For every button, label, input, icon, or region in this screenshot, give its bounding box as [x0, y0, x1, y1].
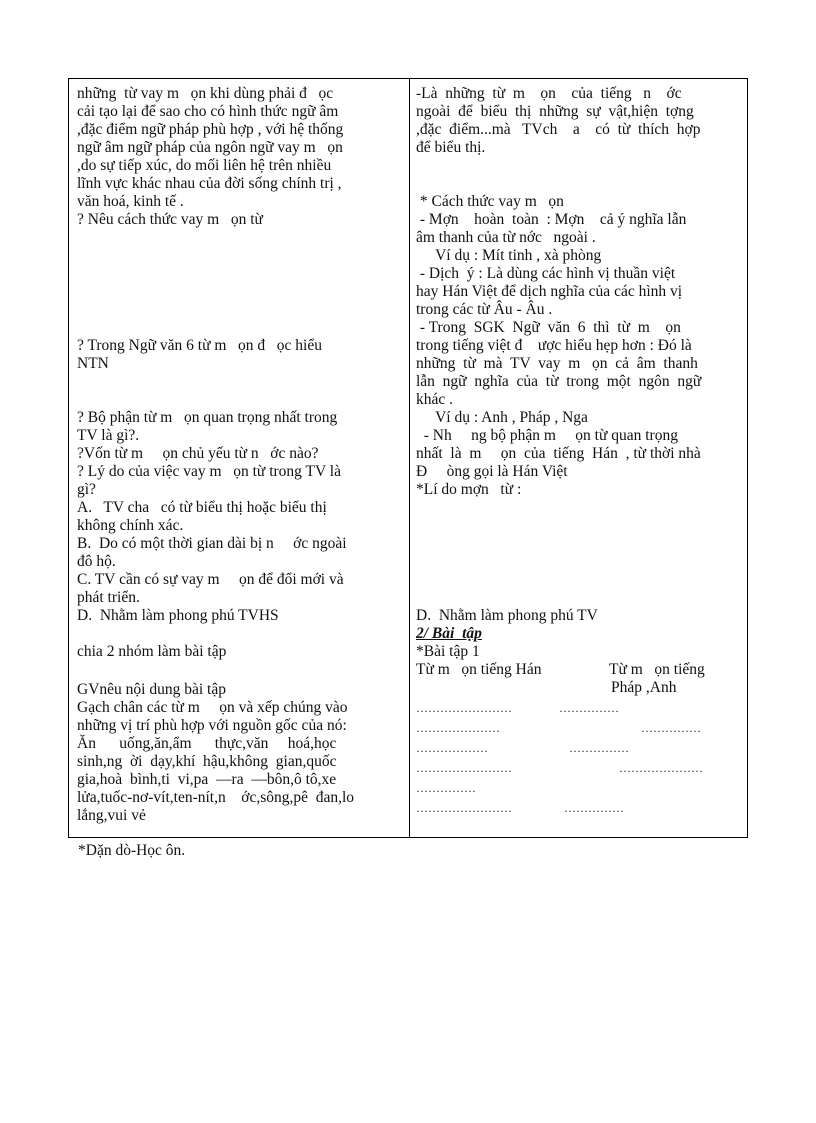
right-text-line: ngoài để biểu thị những sự vật,hiện tợng	[416, 103, 694, 120]
left-text-line: cải tạo lại để sao cho có hình thức ngữ âm	[77, 103, 339, 120]
word-list: lắng,vui vẻ	[77, 807, 146, 824]
question-borrowing-methods: ? Nêu cách thức vay m ọn từ	[77, 211, 263, 228]
answer-d: D. Nhằm làm phong phú TV	[416, 607, 598, 624]
blank-line: ……………	[416, 781, 476, 795]
right-text-line: -Là những từ m ọn của tiếng n ớc	[416, 85, 682, 102]
right-text-line: - Dịch ý : Là dùng các hình vị thuần việt	[416, 265, 676, 282]
exercise-prompt: Gạch chân các từ m ọn và xếp chúng vào	[77, 699, 348, 716]
methods-heading: * Cách thức vay m ọn	[416, 193, 564, 210]
left-text-line: lĩnh vực khác nhau của đời sống chính trị ,	[77, 175, 342, 192]
column-head-western: Từ m ọn tiếng	[609, 661, 705, 678]
blank-line: ………………	[416, 741, 488, 755]
left-text-line: những vị trí phù hợp với nguồn gốc của nó:	[77, 717, 347, 734]
right-text-line: Đ òng gọi là Hán Việt	[416, 463, 568, 480]
right-text-line: hay Hán Việt để dịch nghĩa của các hình vị	[416, 283, 683, 300]
option-d: D. Nhằm làm phong phú TVHS	[77, 607, 279, 624]
right-text-line: Ví dụ : Mít tinh , xà phòng	[416, 247, 602, 264]
word-list: Ăn uống,ăn,ẩm thực,văn hoá,học	[77, 735, 337, 752]
question-grade6-definition: ? Trong Ngữ văn 6 từ m ọn đ ọc hiểu	[77, 337, 322, 354]
exercise-label: *Bài tập 1	[416, 643, 480, 660]
blank-line: ……………………	[416, 761, 512, 775]
question-origin: ?Vốn từ m ọn chủ yếu từ n ớc nào?	[77, 445, 319, 462]
word-list: sinh,ng ời dạy,khí hậu,không gian,quốc	[77, 753, 337, 770]
column-head-western-sub: Pháp ,Anh	[611, 679, 677, 696]
right-text-line: - Nh ng bộ phận m ọn từ quan trọng	[416, 427, 678, 444]
left-text-line: ngữ âm ngữ pháp của ngôn ngữ vay m ọn	[77, 139, 343, 156]
right-text-line: nhất là m ọn của tiếng Hán , từ thời nhà	[416, 445, 701, 462]
right-text-line: - Mợn hoàn toàn : Mợn cả ý nghĩa lẫn	[416, 211, 687, 228]
question-important-part: ? Bộ phận từ m ọn quan trọng nhất trong	[77, 409, 338, 426]
right-text-line: âm thanh của từ nớc ngoài .	[416, 229, 596, 246]
blank-line: …………………	[416, 721, 500, 735]
word-list: lửa,tuốc-nơ-vít,ten-nít,n ớc,sông,pê đan,lo	[77, 789, 355, 806]
right-text-line: khác .	[416, 391, 454, 408]
right-text-line: - Trong SGK Ngữ văn 6 thì từ m ọn	[416, 319, 681, 336]
right-text-line: để biểu thị.	[416, 139, 486, 156]
blank-line: ……………	[569, 741, 629, 755]
teacher-instruction: GVnêu nội dung bài tập	[77, 681, 226, 698]
blank-line: …………………	[619, 761, 703, 775]
left-text-line: phát triển.	[77, 589, 140, 606]
option-c: C. TV cần có sự vay m ọn để đổi mới và	[77, 571, 344, 588]
right-text-line: trong tiếng việt đ ược hiểu hẹp hơn : Đó là	[416, 337, 692, 354]
left-text-line: văn hoá, kinh tế .	[77, 193, 184, 210]
column-divider	[409, 79, 410, 837]
blank-line: ……………………	[416, 801, 512, 815]
left-text-line: ,đặc điểm ngữ pháp phù hợp , với hệ thống	[77, 121, 344, 138]
right-text-line: lẫn ngữ nghĩa của từ trong một ngôn ngữ	[416, 373, 702, 390]
left-text-line: TV là gì?.	[77, 427, 140, 444]
right-text-line: ,đặc điểm...mà TVch a có từ thích hợp	[416, 121, 701, 138]
question-reason: ? Lý do của việc vay m ọn từ trong TV là	[77, 463, 341, 480]
left-text-line: gì?	[77, 481, 96, 498]
option-b: B. Do có một thời gian dài bị n ớc ngoài	[77, 535, 347, 552]
right-text-line: Ví dụ : Anh , Pháp , Nga	[416, 409, 588, 426]
section-title: 2/ Bài tập	[416, 625, 482, 642]
left-text-line: đô hộ.	[77, 553, 116, 570]
homework-note: *Dặn dò-Học ôn.	[78, 842, 186, 859]
group-instruction: chia 2 nhóm làm bài tập	[77, 643, 227, 660]
blank-line: ……………	[564, 801, 624, 815]
left-text-line: không chính xác.	[77, 517, 184, 534]
blank-line: ……………	[641, 721, 701, 735]
column-head-han: Từ m ọn tiếng Hán	[416, 661, 542, 678]
blank-line: ……………………	[416, 701, 512, 715]
word-list: gia,hoà bình,ti vi,pa —ra —bôn,ô tô,xe	[77, 771, 337, 788]
left-text-line: những từ vay m ọn khi dùng phải đ ọc	[77, 85, 334, 102]
left-text-line: NTN	[77, 355, 109, 372]
reason-heading: *Lí do mợn từ :	[416, 481, 522, 498]
right-text-line: những từ mà TV vay m ọn cả âm thanh	[416, 355, 698, 372]
blank-line: ……………	[559, 701, 619, 715]
left-text-line: ,do sự tiếp xúc, do mối liên hệ trên nhiều	[77, 157, 332, 174]
right-text-line: trong các từ Âu - Âu .	[416, 301, 553, 318]
lesson-table	[68, 78, 748, 838]
option-a: A. TV cha có từ biểu thị hoặc biểu thị	[77, 499, 327, 516]
